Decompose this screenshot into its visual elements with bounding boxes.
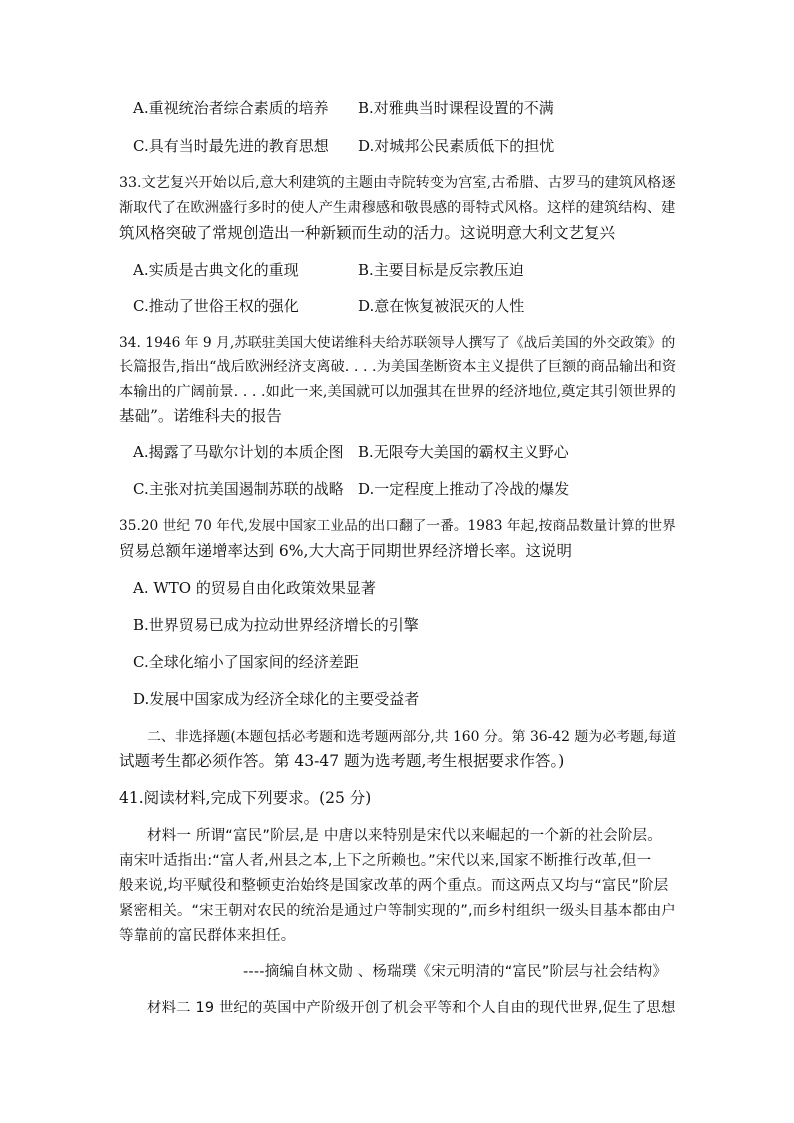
q32-option-c: C.具有当时最先进的教育思想 — [133, 137, 329, 155]
q35-option-a: A. WTO 的贸易自由化政策效果显著 — [133, 579, 376, 597]
material-1-line-4: 紧密相关。“宋王朝对农民的统治是通过户等制实现的”,而乡村组织一级头目基本都由户 — [119, 903, 676, 919]
q33-option-a: A.实质是古典文化的重现 — [133, 261, 299, 279]
q34-stem-line-1: 34. 1946 年 9 月,苏联驻美国大使诺维科夫给苏联领导人撰写了《战后美国的外交政策》的 — [119, 335, 676, 351]
q34-option-a: A.揭露了马歇尔计划的本质企图 — [133, 443, 344, 461]
material-1-source: ----摘编自林文勋 、杨瑞璞《宋元明清的“富民”阶层与社会结构》 — [243, 964, 668, 980]
q34-option-c: C.主张对抗美国遏制苏联的战略 — [133, 480, 344, 498]
q35-option-b: B.世界贸易已成为拉动世界经济增长的引擎 — [133, 616, 419, 634]
q33-option-b: B.主要目标是反宗教压迫 — [358, 261, 524, 279]
q33-option-d: D.意在恢复被泯灭的人性 — [358, 297, 525, 315]
material-1-line-5: 等靠前的富民群体来担任。 — [119, 928, 296, 944]
material-1-line-3: 般来说,均平赋役和整顿吏治始终是国家改革的两个重点。而这两点又均与“富民”阶层 — [119, 878, 669, 894]
q35-stem-line-1: 35.20 世纪 70 年代,发展中国家工业品的出口翻了一番。1983 年起,按商品数量计算的世界 — [119, 518, 676, 534]
q32-option-a: A.重视统治者综合素质的培养 — [133, 99, 329, 117]
material-1-line-2: 南宋叶适指出:“富人者,州县之本,上下之所赖也。”宋代以来,国家不断推行改革,但一 — [119, 853, 652, 869]
q33-stem-line-1: 33.文艺复兴开始以后,意大利建筑的主题由寺院转变为宫室,古希腊、古罗马的建筑风格逐 — [119, 175, 676, 191]
q41-title: 41.阅读材料,完成下列要求。(25 分) — [119, 789, 372, 807]
material-2-line-1: 材料二 19 世纪的英国中产阶级开创了机会平等和个人自由的现代世界,促生了思想 — [147, 1000, 676, 1016]
q32-option-d: D.对城邦公民素质低下的担忧 — [358, 137, 555, 155]
q34-option-b: B.无限夸大美国的霸权主义野心 — [358, 443, 569, 461]
q34-stem-line-2: 长篇报告,指出“战后欧洲经济支离破. . . .为美国垄断资本主义提供了巨额的商品输出和资 — [119, 359, 677, 375]
q34-stem-line-4: 基础”。诺维科夫的报告 — [119, 407, 282, 425]
q32-option-b: B.对雅典当时课程设置的不满 — [358, 99, 554, 117]
q34-stem-line-3: 本输出的广阔前景. . . .如此一来,美国就可以加强其在世界的经济地位,奠定其引领世界的 — [119, 384, 676, 400]
q33-stem-line-3: 筑风格突破了常规创造出一种新颖而生动的活力。这说明意大利文艺复兴 — [119, 224, 616, 242]
material-1-line-1: 材料一 所谓“富民”阶层,是 中唐以来特别是宋代以来崛起的一个新的社会阶层。 — [147, 828, 662, 844]
q33-option-c: C.推动了世俗王权的强化 — [133, 297, 299, 315]
q33-stem-line-2: 渐取代了在欧洲盛行多时的使人产生肃穆感和敬畏感的哥特式风格。这样的建筑结构、建 — [119, 200, 676, 216]
q34-option-d: D.一定程度上推动了冷战的爆发 — [358, 480, 570, 498]
q35-option-d: D.发展中国家成为经济全球化的主要受益者 — [133, 690, 420, 708]
section2-heading-line-2: 试题考生都必须作答。第 43-47 题为选考题,考生根据要求作答。) — [119, 752, 565, 770]
q35-stem-line-2: 贸易总额年递增率达到 6%,大大高于同期世界经济增长率。这说明 — [119, 542, 572, 560]
section2-heading-line-1: 二、非选择题(本题包括必考题和选考题两部分,共 160 分。第 36-42 题为必考题,每道 — [147, 729, 677, 745]
q35-option-c: C.全球化缩小了国家间的经济差距 — [133, 653, 359, 671]
